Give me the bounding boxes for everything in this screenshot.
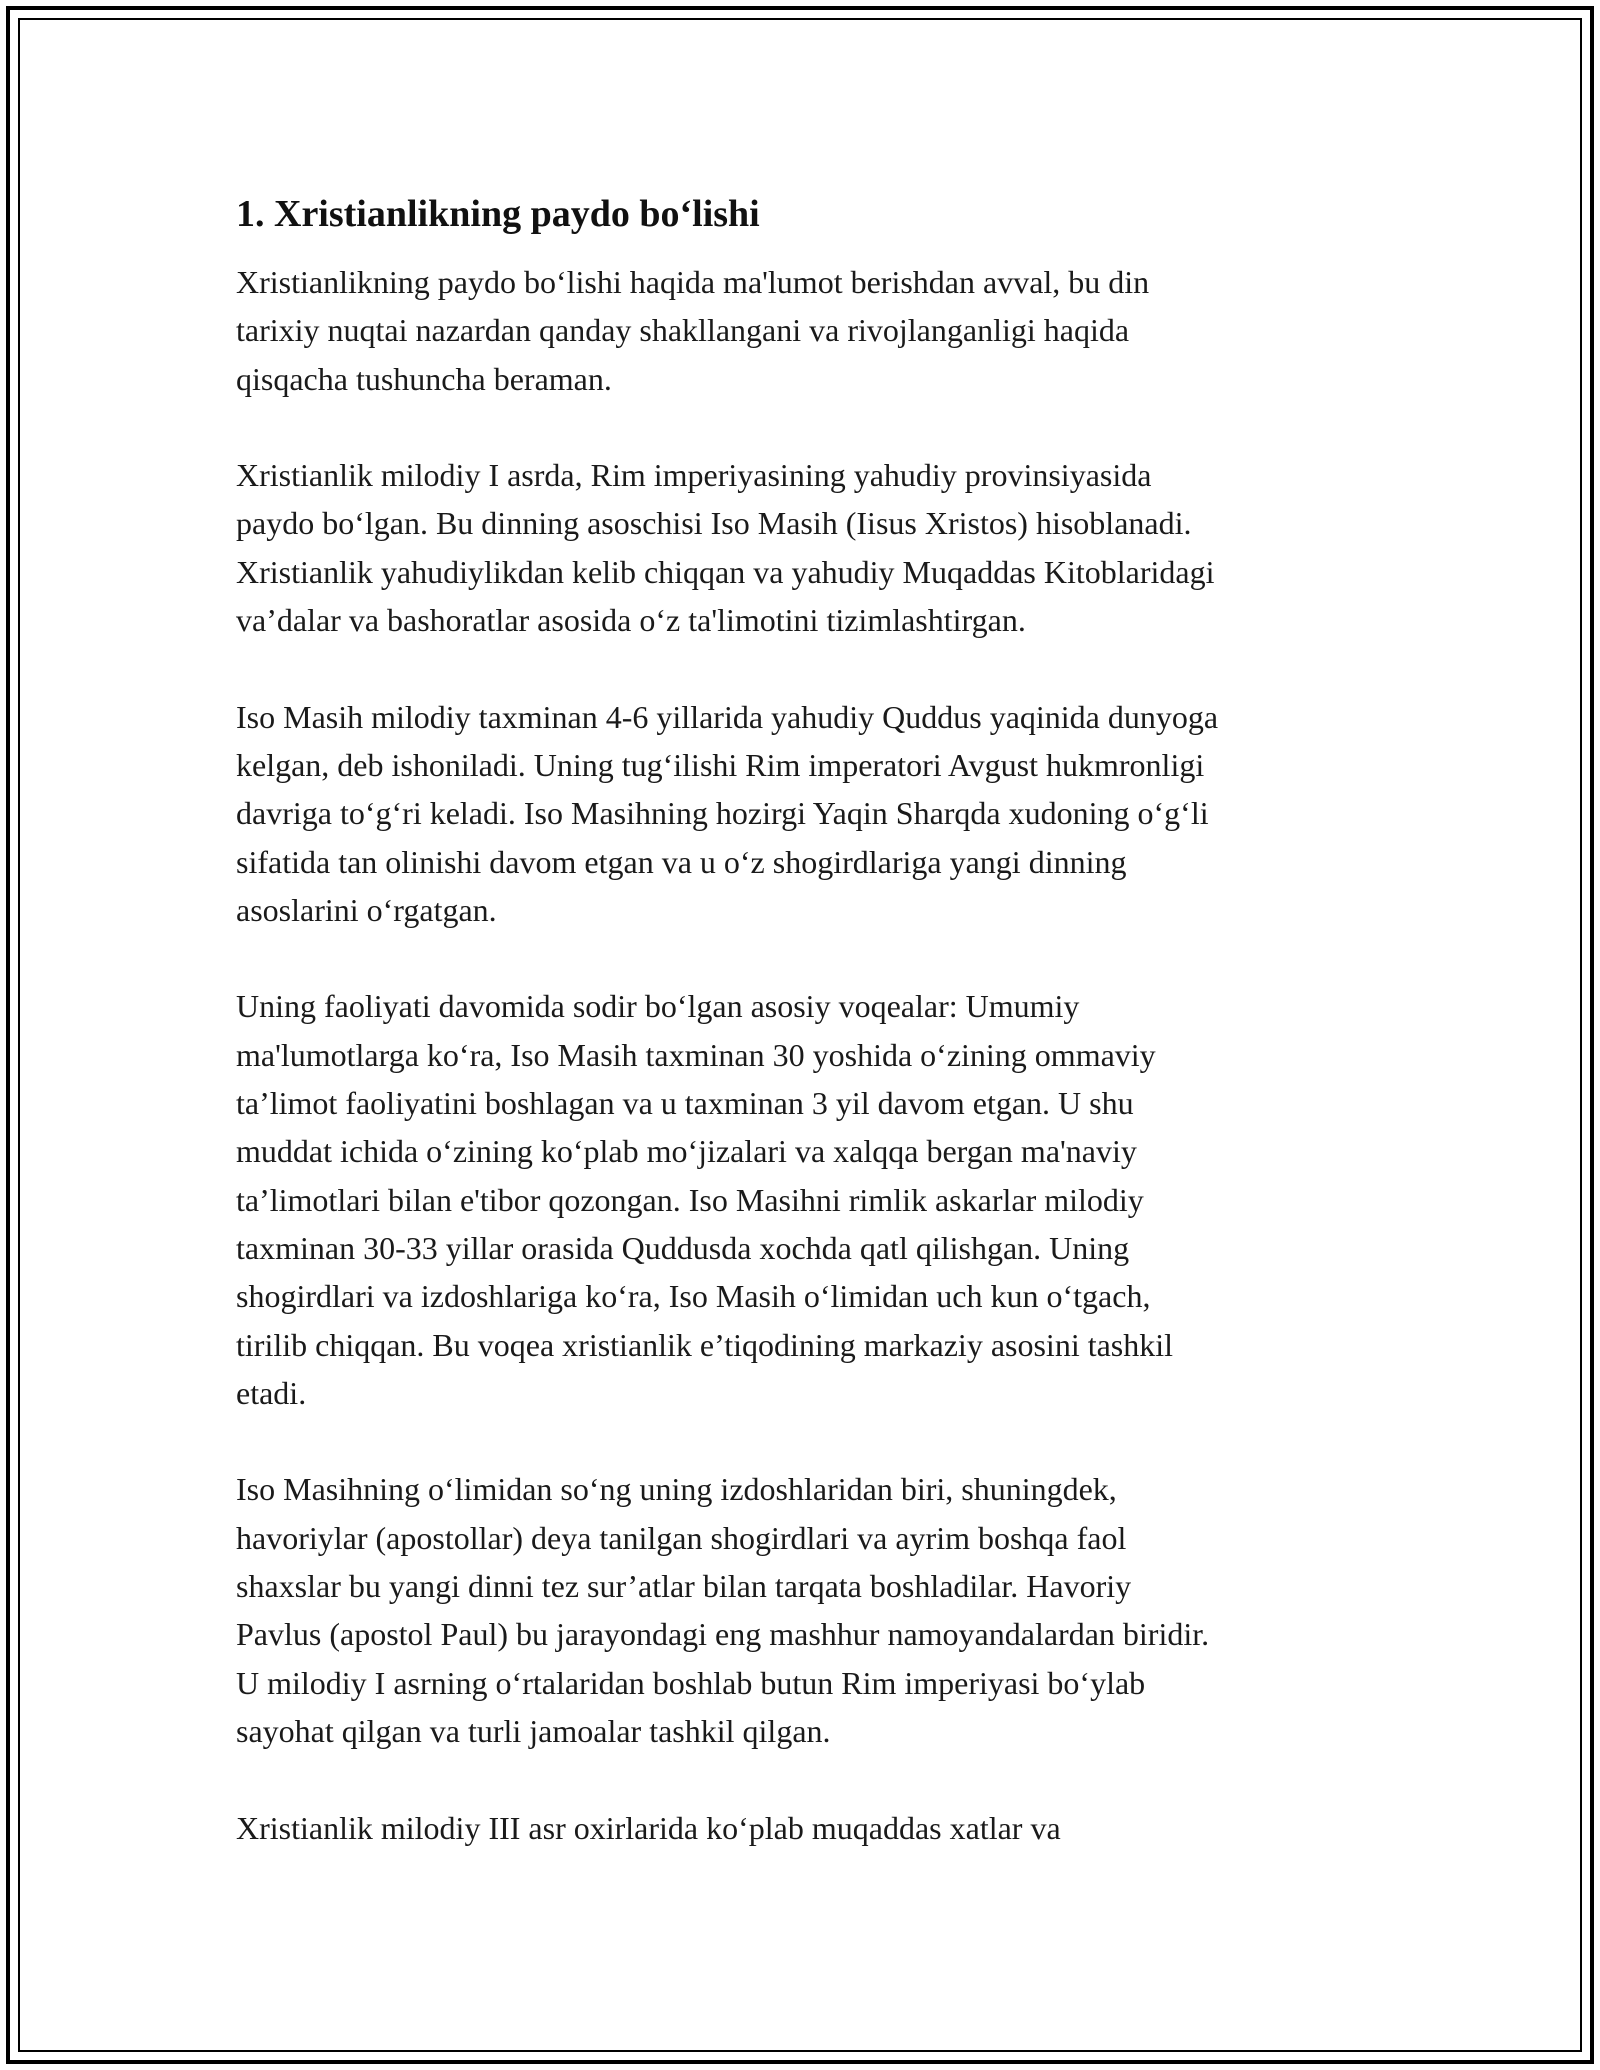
text-line: taxminan 30-33 yillar orasida Quddusda xochda qatl qilishgan. Uning: [236, 1229, 1130, 1266]
text-line: ta’limotlari bilan e'tibor qozongan. Iso Masihni rimlik askarlar milodiy: [236, 1181, 1144, 1218]
paragraph-4: [236, 982, 1386, 1417]
text-line: Xristianlikning paydo bo‘lishi haqida ma'lumot berishdan avval, bu din: [236, 264, 1150, 300]
text-line: asoslarini o‘rgatgan.: [236, 891, 497, 928]
text-line: qisqacha tushuncha beraman.: [236, 360, 612, 397]
text-line: sayohat qilgan va turli jamoalar tashkil qilgan.: [236, 1712, 831, 1749]
section-title: 1. Xristianlikning paydo bo‘lishi: [236, 193, 760, 235]
text-line: etadi.: [236, 1374, 307, 1411]
text-line: Pavlus (apostol Paul) bu jarayondagi eng mashhur namoyandalardan biridir.: [236, 1616, 1210, 1653]
text-line: shaxslar bu yangi dinni tez sur’atlar bilan tarqata boshladilar. Havoriy: [236, 1568, 1132, 1605]
text-line: davriga to‘g‘ri keladi. Iso Masihning hozirgi Yaqin Sharqda xudoning o‘g‘li: [236, 795, 1209, 832]
text-line: Iso Masih milodiy taxminan 4-6 yillarida yahudiy Quddus yaqinida dunyoga: [236, 698, 1219, 735]
text-line: sifatida tan olinishi davom etgan va u o‘z shogirdlariga yangi dinning: [236, 843, 1127, 880]
text-line: shogirdlari va izdoshlariga ko‘ra, Iso Masih o‘limidan uch kun o‘tgach,: [236, 1278, 1151, 1315]
paragraph-2: [236, 451, 1386, 644]
text-line: tirilib chiqqan. Bu voqea xristianlik e’tiqodining markaziy asosini tashkil: [236, 1326, 1174, 1363]
paragraph-6: [236, 1804, 1386, 1852]
text-line: Xristianlik milodiy I asrda, Rim imperiyasining yahudiy provinsiyasida: [236, 457, 1152, 494]
text-line: ma'lumotlarga ko‘ra, Iso Masih taxminan 30 yoshida o‘zining ommaviy: [236, 1036, 1156, 1073]
text-line: Xristianlik yahudiylikdan kelib chiqqan va yahudiy Muqaddas Kitoblaridagi: [236, 553, 1215, 590]
document-body: [236, 188, 1386, 1900]
paragraph-5: [236, 1465, 1386, 1755]
text-line: paydo bo‘lgan. Bu dinning asoschisi Iso Masih (Iisus Xristos) hisoblanadi.: [236, 505, 1192, 542]
text-line: havoriylar (apostollar) deya tanilgan shogirdlari va ayrim boshqa faol: [236, 1519, 1127, 1556]
paragraph-1: [236, 258, 1386, 403]
paragraph-3: [236, 693, 1386, 934]
text-line: ta’limot faoliyatini boshlagan va u taxminan 3 yil davom etgan. U shu: [236, 1085, 1134, 1122]
text-line: U milodiy I asrning o‘rtalaridan boshlab butun Rim imperiyasi bo‘ylab: [236, 1664, 1146, 1701]
text-line: muddat ichida o‘zining ko‘plab mo‘jizalari va xalqqa bergan ma'naviy: [236, 1133, 1137, 1170]
text-line: Iso Masihning o‘limidan so‘ng uning izdoshlaridan biri, shuningdek,: [236, 1471, 1117, 1508]
text-line: Xristianlik milodiy III asr oxirlarida ko‘plab muqaddas xatlar va: [236, 1809, 1061, 1846]
text-line: tarixiy nuqtai nazardan qanday shakllangani va rivojlanganligi haqida: [236, 312, 1130, 349]
text-line: kelgan, deb ishoniladi. Uning tug‘ilishi Rim imperatori Avgust hukmronligi: [236, 746, 1205, 783]
text-line: Uning faoliyati davomida sodir bo‘lgan asosiy voqealar: Umumiy: [236, 988, 1080, 1025]
text-line: va’dalar va bashoratlar asosida o‘z ta'limotini tizimlashtirgan.: [236, 602, 1026, 639]
